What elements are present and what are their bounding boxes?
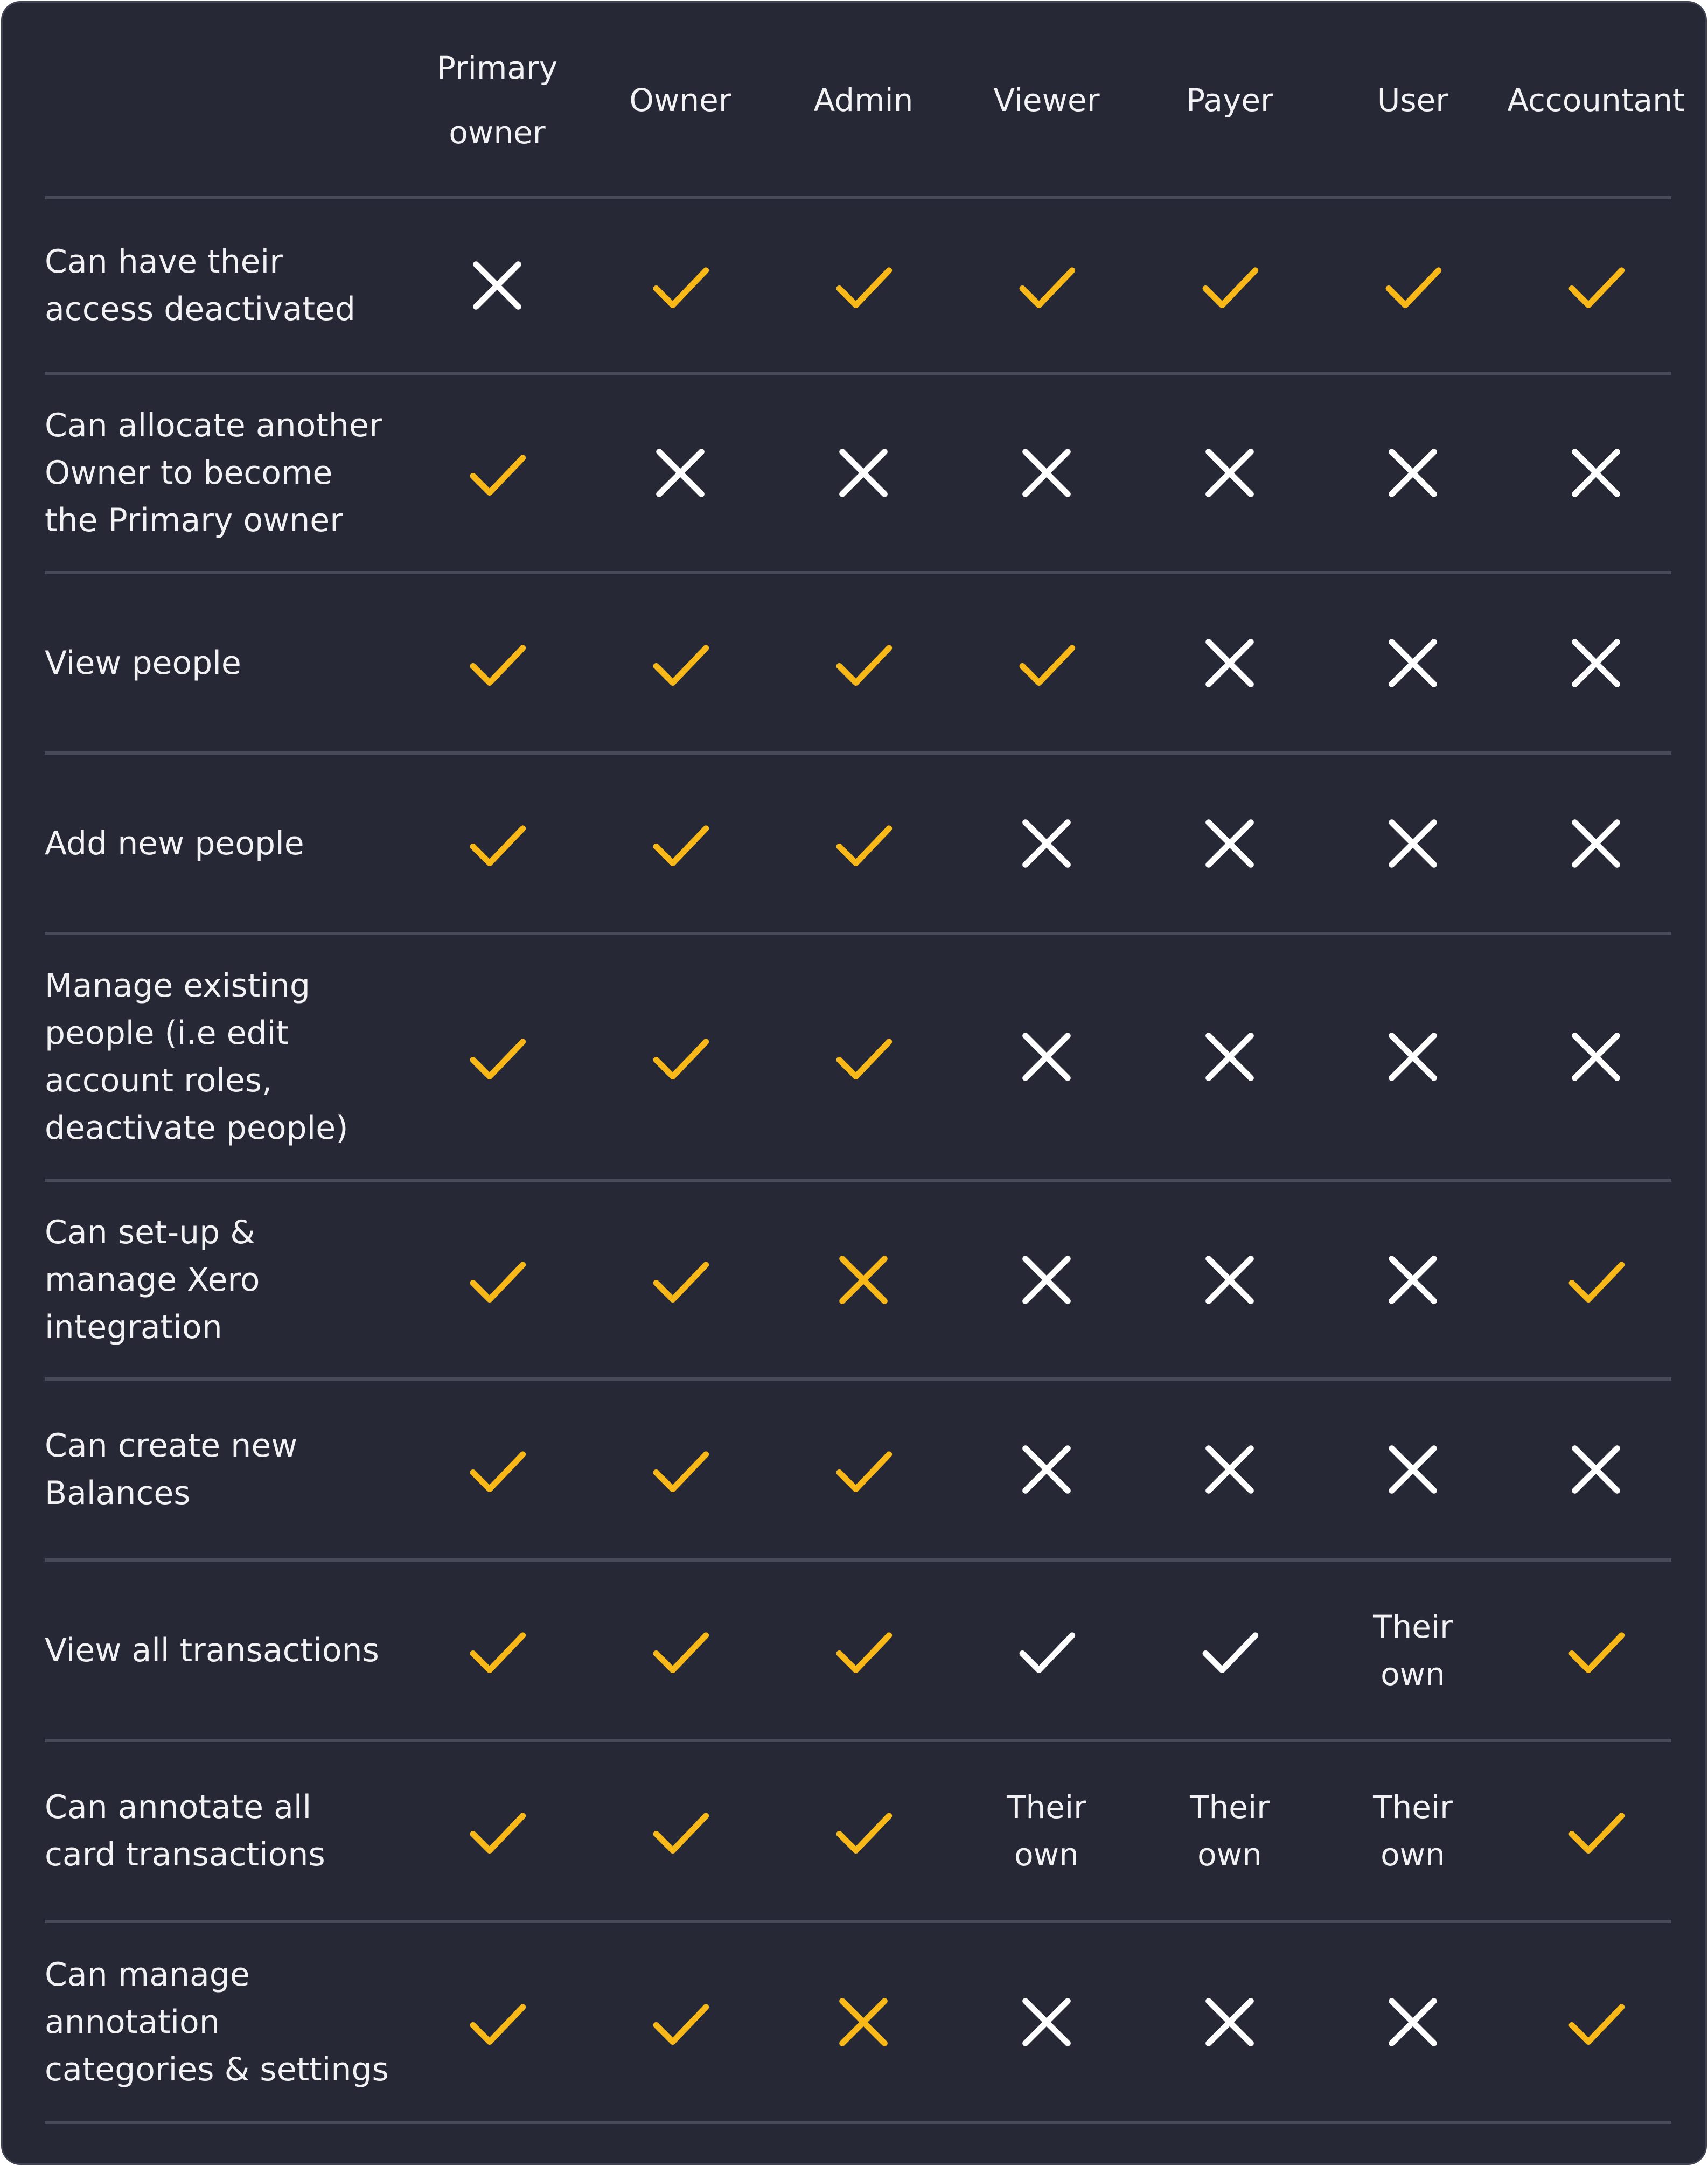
permission-cell bbox=[955, 1562, 1138, 1739]
cross-icon bbox=[1192, 1019, 1267, 1095]
permission-cell bbox=[1504, 1923, 1688, 2121]
cross-icon bbox=[1375, 1019, 1451, 1095]
cross-icon bbox=[1375, 1984, 1451, 2060]
check-icon bbox=[826, 806, 901, 881]
permission-cell bbox=[1321, 1381, 1504, 1558]
permission-cell bbox=[1138, 935, 1321, 1179]
permission-cell bbox=[955, 375, 1138, 571]
check-icon bbox=[1009, 625, 1084, 701]
column-header: Admin bbox=[813, 82, 914, 119]
check-icon bbox=[1009, 248, 1084, 323]
row-label: Can have their access deactivated bbox=[45, 243, 356, 328]
table-row bbox=[45, 1923, 1671, 2121]
permission-cell bbox=[1321, 199, 1504, 372]
cross-icon bbox=[1558, 1432, 1634, 1507]
table-row bbox=[45, 1742, 1671, 1920]
row-divider bbox=[45, 2121, 1671, 2124]
permission-cell bbox=[772, 574, 955, 751]
permission-cell bbox=[1138, 574, 1321, 751]
permission-cell bbox=[406, 375, 589, 571]
permission-cell bbox=[1138, 375, 1321, 571]
check-icon bbox=[1009, 1613, 1084, 1688]
permission-cell bbox=[1138, 199, 1321, 372]
cross-icon bbox=[1192, 1242, 1267, 1318]
check-icon bbox=[643, 1242, 718, 1318]
check-icon bbox=[459, 625, 535, 701]
cross-icon bbox=[1375, 625, 1451, 701]
permission-cell bbox=[406, 1742, 589, 1920]
cross-icon bbox=[1009, 806, 1084, 881]
check-icon bbox=[459, 1984, 535, 2060]
check-icon bbox=[826, 1432, 901, 1507]
permission-cell bbox=[589, 1182, 772, 1377]
check-icon bbox=[1558, 248, 1634, 323]
permission-cell bbox=[1504, 1562, 1688, 1739]
check-icon bbox=[643, 806, 718, 881]
permission-cell bbox=[589, 375, 772, 571]
check-icon bbox=[826, 1613, 901, 1688]
cross-icon bbox=[1375, 806, 1451, 881]
permission-note: Their own bbox=[1373, 1608, 1453, 1693]
permission-cell bbox=[589, 574, 772, 751]
column-header: Viewer bbox=[993, 82, 1100, 119]
permission-cell bbox=[955, 935, 1138, 1179]
check-icon bbox=[826, 248, 901, 323]
check-icon bbox=[459, 1793, 535, 1869]
permission-cell bbox=[772, 1923, 955, 2121]
column-header: Owner bbox=[629, 82, 731, 119]
permission-cell bbox=[1321, 935, 1504, 1179]
table-row bbox=[45, 1562, 1671, 1739]
table-row bbox=[45, 1381, 1671, 1558]
cross-icon bbox=[1009, 1984, 1084, 2060]
permission-cell bbox=[772, 1381, 955, 1558]
permission-cell bbox=[1321, 375, 1504, 571]
check-icon bbox=[459, 435, 535, 511]
cross-icon bbox=[1009, 435, 1084, 511]
row-label: View people bbox=[45, 644, 241, 682]
permission-cell bbox=[406, 1381, 589, 1558]
permission-cell bbox=[772, 375, 955, 571]
permission-cell bbox=[1321, 574, 1504, 751]
permission-cell bbox=[772, 755, 955, 932]
check-icon bbox=[643, 625, 718, 701]
cross-icon bbox=[1192, 806, 1267, 881]
permissions-card bbox=[1, 1, 1707, 2165]
cross-icon bbox=[1558, 1019, 1634, 1095]
permission-note: Their own bbox=[1373, 1789, 1453, 1873]
check-icon bbox=[1192, 248, 1267, 323]
permission-cell bbox=[772, 1182, 955, 1377]
permission-cell bbox=[406, 935, 589, 1179]
permission-cell bbox=[589, 935, 772, 1179]
permission-cell bbox=[1138, 1381, 1321, 1558]
check-icon bbox=[459, 1613, 535, 1688]
table-row bbox=[45, 935, 1671, 1179]
permission-cell bbox=[955, 1923, 1138, 2121]
check-icon bbox=[459, 1242, 535, 1318]
cross-icon bbox=[643, 435, 718, 511]
table-row bbox=[45, 574, 1671, 751]
permission-cell bbox=[1504, 1381, 1688, 1558]
row-label: Add new people bbox=[45, 824, 304, 862]
permission-cell bbox=[1321, 1923, 1504, 2121]
row-label: Can create new Balances bbox=[45, 1427, 298, 1512]
check-icon bbox=[459, 1432, 535, 1507]
row-label: Can allocate another Owner to become the Primary owner bbox=[45, 407, 382, 539]
cross-icon bbox=[1192, 625, 1267, 701]
permission-cell bbox=[589, 755, 772, 932]
cross-icon bbox=[826, 1242, 901, 1318]
check-icon bbox=[1558, 1242, 1634, 1318]
permission-cell bbox=[772, 1562, 955, 1739]
check-icon bbox=[1558, 1793, 1634, 1869]
permission-cell bbox=[772, 199, 955, 372]
check-icon bbox=[643, 1432, 718, 1507]
permission-cell bbox=[1504, 574, 1688, 751]
permission-cell bbox=[589, 199, 772, 372]
cross-icon bbox=[1558, 435, 1634, 511]
cross-icon bbox=[1009, 1019, 1084, 1095]
permission-cell bbox=[406, 755, 589, 932]
permission-note: Their own bbox=[1190, 1789, 1270, 1873]
permission-cell bbox=[406, 1923, 589, 2121]
permission-cell bbox=[955, 1742, 1138, 1920]
permission-cell bbox=[1138, 1562, 1321, 1739]
permission-cell bbox=[406, 1182, 589, 1377]
cross-icon bbox=[826, 435, 901, 511]
cross-icon bbox=[826, 1984, 901, 2060]
permission-cell bbox=[1504, 1742, 1688, 1920]
permission-cell bbox=[1138, 1742, 1321, 1920]
check-icon bbox=[643, 1984, 718, 2060]
cross-icon bbox=[1192, 1984, 1267, 2060]
permission-cell bbox=[772, 935, 955, 1179]
column-header: Primary owner bbox=[436, 50, 558, 151]
check-icon bbox=[643, 1613, 718, 1688]
cross-icon bbox=[1192, 1432, 1267, 1507]
permission-cell bbox=[1504, 375, 1688, 571]
check-icon bbox=[459, 806, 535, 881]
cross-icon bbox=[1375, 435, 1451, 511]
check-icon bbox=[1558, 1613, 1634, 1688]
permission-cell bbox=[1321, 755, 1504, 932]
table-row bbox=[45, 1182, 1671, 1377]
permission-cell bbox=[955, 1381, 1138, 1558]
cross-icon bbox=[1192, 435, 1267, 511]
permission-cell bbox=[1321, 1182, 1504, 1377]
cross-icon bbox=[1009, 1242, 1084, 1318]
cross-icon bbox=[1558, 806, 1634, 881]
check-icon bbox=[643, 248, 718, 323]
table-row bbox=[45, 755, 1671, 932]
permission-cell bbox=[589, 1742, 772, 1920]
permission-cell bbox=[1504, 1182, 1688, 1377]
cross-icon bbox=[459, 248, 535, 323]
check-icon bbox=[826, 625, 901, 701]
cross-icon bbox=[1009, 1432, 1084, 1507]
cross-icon bbox=[1375, 1242, 1451, 1318]
column-header: Accountant bbox=[1507, 82, 1685, 119]
permission-cell bbox=[1138, 1182, 1321, 1377]
permission-cell bbox=[1504, 935, 1688, 1179]
row-label: View all transactions bbox=[45, 1631, 379, 1669]
table-row bbox=[45, 375, 1671, 571]
check-icon bbox=[826, 1793, 901, 1869]
cross-icon bbox=[1558, 625, 1634, 701]
permission-cell bbox=[1138, 1923, 1321, 2121]
permission-cell bbox=[589, 1562, 772, 1739]
check-icon bbox=[1192, 1613, 1267, 1688]
table-header bbox=[45, 3, 1685, 198]
column-header: User bbox=[1377, 82, 1449, 119]
check-icon bbox=[826, 1019, 901, 1095]
check-icon bbox=[1375, 248, 1451, 323]
permission-cell bbox=[406, 574, 589, 751]
row-label: Can annotate all card transactions bbox=[45, 1788, 325, 1874]
row-label: Manage existing people (i.e edit account roles, deactivate people) bbox=[45, 967, 348, 1147]
permission-note: Their own bbox=[1007, 1789, 1086, 1873]
permission-cell bbox=[589, 1923, 772, 2121]
check-icon bbox=[643, 1793, 718, 1869]
column-header: Payer bbox=[1186, 82, 1273, 119]
permission-cell bbox=[772, 1742, 955, 1920]
permission-cell bbox=[955, 574, 1138, 751]
permission-cell bbox=[589, 1381, 772, 1558]
check-icon bbox=[459, 1019, 535, 1095]
permission-cell bbox=[1321, 1562, 1504, 1739]
permission-cell bbox=[955, 755, 1138, 932]
table-row bbox=[45, 199, 1671, 372]
permission-cell bbox=[406, 199, 589, 372]
permission-cell bbox=[955, 1182, 1138, 1377]
permission-cell bbox=[406, 1562, 589, 1739]
permission-cell bbox=[1504, 755, 1688, 932]
check-icon bbox=[643, 1019, 718, 1095]
row-label: Can manage annotation categories & settings bbox=[45, 1955, 389, 2088]
permission-cell bbox=[1504, 199, 1688, 372]
cross-icon bbox=[1375, 1432, 1451, 1507]
permission-cell bbox=[955, 199, 1138, 372]
check-icon bbox=[1558, 1984, 1634, 2060]
permission-cell bbox=[1138, 755, 1321, 932]
permission-cell bbox=[1321, 1742, 1504, 1920]
row-label: Can set-up & manage Xero integration bbox=[45, 1213, 260, 1346]
